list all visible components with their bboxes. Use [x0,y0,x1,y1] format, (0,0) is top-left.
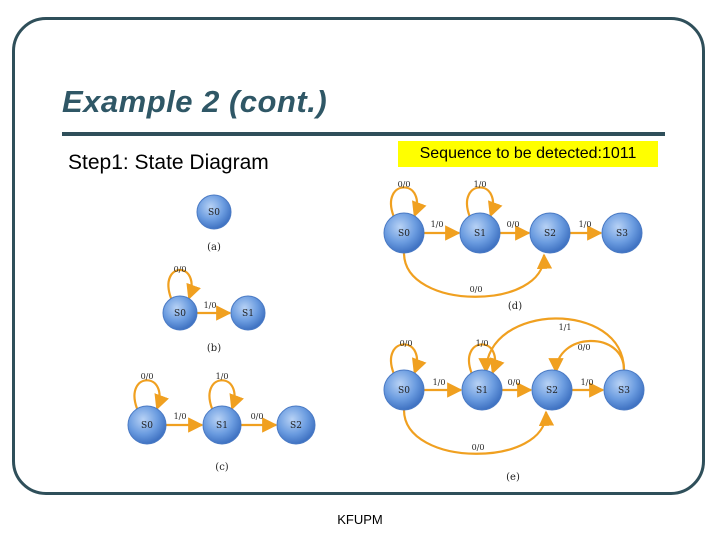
transition-arrow [391,187,417,216]
transition-arrow [209,380,234,409]
state-label: S0 [174,309,186,319]
transition-label: 1/0 [173,412,187,421]
transition-label: 0/0 [577,343,591,352]
state-label: S2 [546,386,558,396]
transition-arrow [391,344,417,373]
transition-label: 0/0 [471,443,485,452]
transition-label: 0/0 [140,372,154,381]
diagram-caption: (b) [206,343,222,354]
transition-arrow [168,270,191,299]
diagram-caption: (e) [506,472,520,483]
transition-label: 0/0 [469,285,483,294]
transition-label: 0/0 [507,378,521,387]
transition-label: 1/0 [215,372,229,381]
state-label: S3 [618,386,630,396]
state-label: S3 [616,229,628,239]
transition-label: 1/0 [473,180,487,189]
transition-label: 0/0 [397,180,411,189]
state-label: S1 [476,386,488,396]
diagram-caption: (d) [507,301,523,312]
state-diagram-c [128,372,315,473]
state-diagram-a [197,195,231,253]
state-label: S0 [398,229,410,239]
transition-label: 1/0 [203,301,217,310]
state-label: S1 [242,309,254,319]
state-label: S1 [474,229,486,239]
transition-label: 1/0 [430,220,444,229]
slide-title: Example 2 (cont.) [62,84,328,119]
transition-label: 0/0 [506,220,520,229]
transition-label: 1/0 [475,339,489,348]
diagram-caption: (a) [207,242,221,253]
transition-label: 1/0 [580,378,594,387]
transition-label: 0/0 [173,265,187,274]
state-label: S0 [208,208,220,218]
state-diagram-d [384,180,642,312]
transition-arrow [467,187,493,216]
transition-label: 0/0 [250,412,264,421]
state-label: S2 [290,421,302,431]
transition-arrow [486,318,624,372]
transition-label: 1/0 [578,220,592,229]
state-label: S0 [141,421,153,431]
sequence-callout: Sequence to be detected:1011 [398,141,658,167]
transition-label: 1/0 [432,378,446,387]
transition-arrow [134,380,159,409]
state-label: S2 [544,229,556,239]
state-diagram-e [384,318,644,483]
transition-label: 1/1 [558,323,572,332]
state-label: S1 [216,421,228,431]
slide-subtitle: Step1: State Diagram [68,151,269,174]
state-diagram-b [163,265,265,354]
footer-text: KFUPM [337,512,383,527]
state-label: S0 [398,386,410,396]
transition-label: 0/0 [399,339,413,348]
diagram-caption: (c) [215,462,229,473]
